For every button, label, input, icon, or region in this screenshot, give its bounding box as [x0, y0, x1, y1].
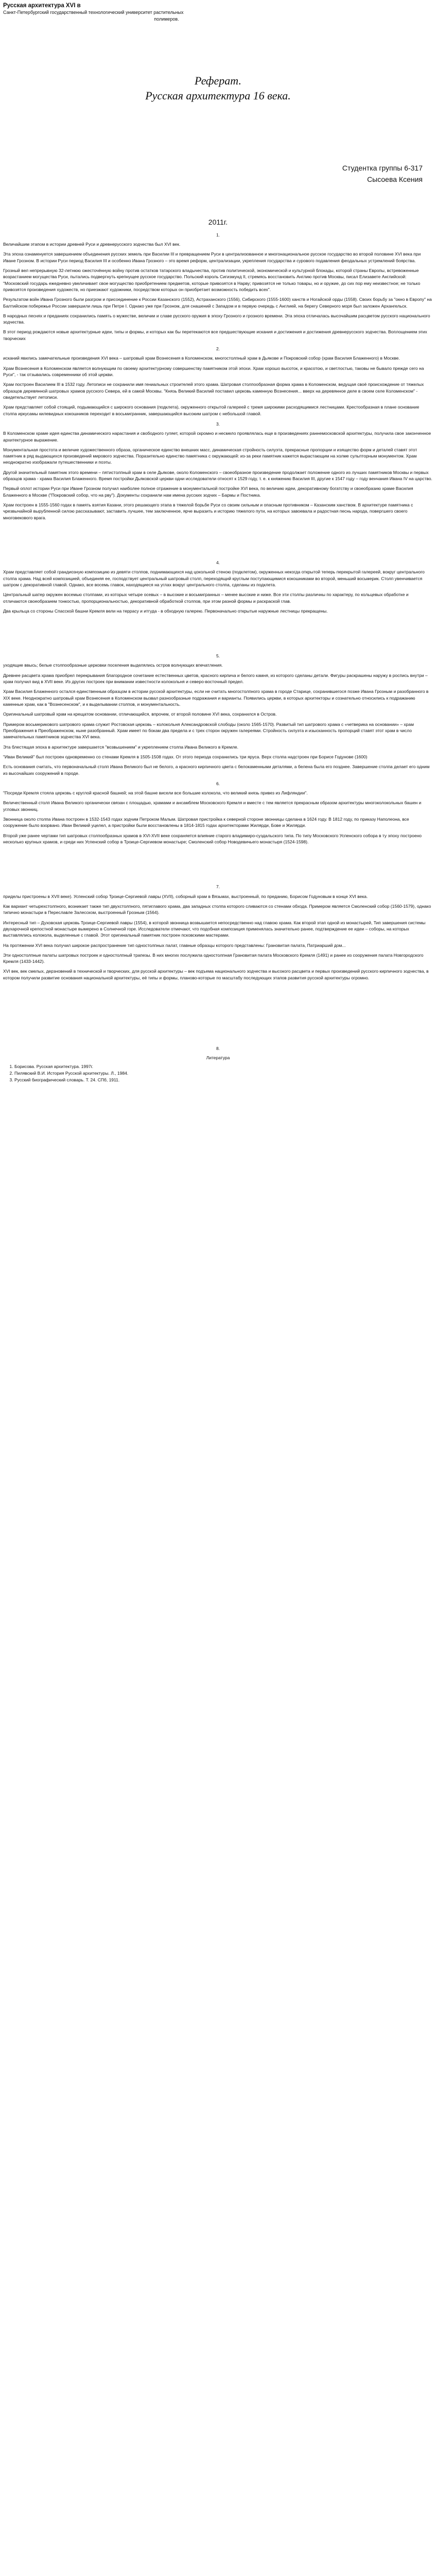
paragraph: Второй уже ранее чертами тип шатровых столпообразных храмов в XVI-XVII веке сохраняется влияние старого владимиро-суздальского типа. По типу Московского Успенского собора в ту эпоху построено несколько крупных храмов, и среди них Успенский собор в Троице-Сергиевом монастыре; Смоленский собор Новодевичьего монастыря (1524-1598).	[3, 833, 422, 845]
paragraph: Храм Василия Блаженного остался единственным образцом в истории русской архитектуры, если не считать многостолпного храма в городе Старице, сохранившегося позже Ивана Грозным и разобранного в XIX веке. Неоднократно шатровый храм Вознесения в Коломенском вызвал разнообразные подражания и варианты. Появились церкви, в которых архитекторы и сознательно относились к подражанию каменные храм, как в "Вознесенском", и к выделывании столпов, и монументальность.	[3, 689, 429, 707]
essay-subtitle: Русская архитектура 16 века.	[145, 89, 291, 103]
paragraph: Монументальная простота и величие художественного образа, органическое единство внешних масс, динамическая стройность силуэта, прекрасные пропорции и изящество форм и деталей ставят этот памятник в ряд выдающихся произведений мирового зодчества. Поразительно единство памятника с окружающей: из-за реки памятник кажется вырастающим на холме сульпторным монументом. Храм неоднократно изображали путешественники и поэты.	[3, 447, 417, 465]
paragraph: Эти одностолпные палаты шатровых построек и одностолпный трапезы. В них многих послужила одностолпная Грановитая палата Московского Кремля (1491) и ранее из сооружения палата Новгородского Кремля (1433-1442).	[3, 952, 424, 964]
paragraph: Эта эпоха ознаменуется завершением объединения русских земель при Василии III и превращением Руси в централизованное и многонациональное русское государство во второй половине XVI века при Иване Грозном. В истории Руси период Василия III и особенно Ивана Грозного – это время реформ, централизации, укрепления государства и сурового подавления феодальных устремлений боярства.	[3, 251, 421, 263]
literature-item: 2. Пилявский В.И. История Русской архитектуры. Л., 1984.	[14, 1070, 433, 1076]
section-5	[3, 662, 433, 776]
page-number: 3.	[216, 421, 220, 427]
paragraph: Интересный тип – Духовская церковь Троице-Сергиевой лавры (1554), в которой звонница возвышается непосредственно над главою храма. Как второй этап одной из монастырей, Тип завершения системы двухарочной крепостной монастыре вымерено в Солнечной горе. Исследователи отмечают, что подобная композиция применялась значительно ранее, подтверждение ее идеи – соборы, на которых выставлялись колокола, выделенные с главой. Этот оригинальный памятник построен псковскими мастерами.	[3, 920, 426, 938]
paragraph: Центральный шатер окружен восемью столпами, из которых четыре осевых – в высокие и восьмигранных – менее высокие и ниже. Все эти столпы различны по характеру, по кольцевых обработке и отличаются своеобразием тонкостью, пропорциональностью, декоративной обработкой столпов, при этом разной формы и раскраской глав.	[3, 592, 409, 604]
paragraph: Храм представляет собой грандиозную композицию из девяти столпов, поднимающихся над цокольной стеною (подклетом), окруженных некогда открытой теперь перекрытой галереей, вокруг центрального столпа храма. Над всей композицией, объединяя ее, господствует центральный шатровый столп, переходящий круглым поступающимися кокошниками во второй, меньший восьмерик. Столп увенчивается шатром с декоративной главой. Однако, все восемь главок, находящиеся на углах вокруг центрального столпа, сделаны из подклета.	[3, 569, 425, 587]
section-1	[3, 241, 433, 342]
paragraph: Оригинальный шатровый храм на крещатом основании, отличающийся, впрочем, от второй половине XVI века, сохранился в Остров.	[3, 711, 277, 717]
organization-line-2: полимеров.	[154, 16, 179, 22]
section-7	[3, 893, 433, 981]
paragraph: Эта блестящая эпоха в архитектуре завершается "возвышением" и укреплением столпа Ивана Великого в Кремле.	[3, 744, 238, 750]
page-number: 7.	[216, 884, 220, 890]
paragraph: исканий явились замечательные произведения XVI века – шатровый храм Вознесения в Коломенском, многостолпный храм в Дьякове и Покровский собор (храм Василия Блаженного) в Москве.	[3, 355, 400, 361]
document-page	[0, 2, 436, 2576]
paragraph: Величественный столп Ивана Великого органически связан с площадью, храмами и ансамблем Московского Кремля и вместе с тем является прекрасным образом архитектуры многоколокольных башен и угловых звонниц.	[3, 800, 422, 812]
literature-item: 1. Борисова. Русская архитектура. 1997г.	[14, 1063, 433, 1070]
paragraph: В этот период рождаются новые архитектурные идеи, типы и формы, и которых как бы перетекаются все предшествующие искания и достижения и достижения древнерусского зодчества. Воплощением этих творческих	[3, 329, 427, 341]
student-name: Сысоева Ксения	[367, 175, 423, 184]
section-2	[3, 355, 433, 417]
page-number: 5.	[216, 653, 220, 659]
paragraph: XVI век, век смелых, дерзновений в технической и творческих, для русской архитектуры – век подъема национального зодчества и высокого расцвета и первых произведений русского кирпичного зодчества, в котором получили развитие основания национальной архитектуры, её типы и формы, планово-которые по масштабу последующих этапов развития русской архитектуры огромно.	[3, 969, 429, 980]
page-number: 1.	[216, 232, 220, 238]
paragraph: Храм построен Василием III в 1532 году. Летописи не сохранили имя гениальных строителей этого храма. Шатровая столпообразная форма храма в Коломенском, ведущая своё происхождение от тяжелых образцов деревянной шатровых храмов русского Севера, ей в самой Москвы. "Князь Великий Василий поставил церковь каменную Вознесения... вверх на деревянное деле в своем селе Коломенском" - свидетельствует летописи.	[3, 382, 424, 400]
paragraph: В Коломенском храме идея единства динамического нарастания и свободного гуляет, которой скромно и несмело проявлялась еще в произведениях раннемосковской архитектуры, получила свое законченное архитектурное выражение.	[3, 431, 431, 443]
paragraph: приделы пристроены в XVII веке). Успенский собор Троице-Сергиевой лавры (XVII), соборный храм в Вязьмах, выстроенный, по преданию, Борисом Годуновым в конце XVI века.	[3, 893, 368, 899]
paragraph: Храм Вознесения в Коломенском является волнующим по своему архитектурному совершенству памятником этой эпохи. Храм хорошо высоток, и красотою, и светлостью, таковы не бывало прежде сего на Руси", - так отзывались современники об этой церкви.	[3, 365, 424, 378]
page-number: 4.	[216, 560, 220, 565]
page-number: 6.	[216, 781, 220, 786]
paragraph: Другой значительный памятник этого времени – пятистолпный храм в селе Дьякове, около Коломенского – своеобразное произведение продолжает положение одного из лучших памятников Москвы и первых образцов храма - храма Василия Блаженного. Время постройки Дьяковской церкви одни исследователи относят к 1529 году, т. е. к княжению Василия III, другие к 1547 году – году венчания Ивана IV на царство.	[3, 469, 432, 482]
paragraph: В народных песнях и преданиях сохранились память о мужестве, величии и славе русского оружия в эпоху Грозного и грозного времени. Эта эпоха отличалась высочайшим расцветом русского национального зодчества.	[3, 313, 430, 325]
paragraph: уходящие ввысь; белые столпообразные церковки поселения выделялись остров волнующих впечатления.	[3, 663, 223, 668]
paragraph: На протяжении XVI века получил широкое распространение тип одностолпных палат, главные образцы которого представлены: Грановитая палата, Патриарший дом...	[3, 942, 346, 948]
paragraph: Звонница около столпа Ивана построен в 1532-1543 годах зодчим Петроком Малым. Шатровая пристройка к северной стороне звонницы сделана в 1624 году. В 1812 году, по приказу Наполеона, все сооружение было взорвано. Иван Великий уцелел, а пристройки были восстановлены в 1814-1815 годах архитекторами Жилярди, Бове и Жилярди.	[3, 817, 409, 828]
section-3	[3, 430, 433, 521]
essay-heading: Реферат.	[195, 74, 241, 87]
paragraph: Как вариант четырехстолпного, возникает также тип двухстолпного, пятиглавого храма, два западных столпа которого сливаются со стенами обхода. Примером является Смоленский собор (1560-1579), однако типично монастыри в Переславле Залесском, выстроенный Грозным (1564).	[3, 903, 431, 916]
paragraph: Храм представляет собой стоящий, подымающийся с широкого основания (подклета), окруженного открытой галереей с тремя широкими расходящимися лестницами. Крестообразная в плане основание столпа иркусамы килевидных кокошников переходит в восьмигранник, завершающийся высоким шатром с небольшой главой.	[3, 404, 420, 416]
literature-item: 3. Русский биографический словарь. Т. 24. СПб, 1911.	[14, 1077, 433, 1083]
paragraph: Древнее расцвета храма приобрел перекрывания благородное сочетание естественных цветов, красного кирпича и белого камня, из которого сделаны детали. Фигуры раскрашены наружу в роспись внутри – храм получил вид в XVII веке. Из других построек при внимании известности колокольня и северо-восточный предел.	[3, 672, 428, 685]
literature-section	[3, 1055, 433, 1083]
paragraph: Первый оплот истории Руси при Иване Грозном получил наиболее полное отражение в монументальной постройке XVI века, по величию идеи, декоративному богатству и своеобразию храме Василия Блаженного в Москве ("Покровский собор, что на рву"). Документы сохранили нам имена русских зодчих – Бармы и Постника.	[3, 486, 413, 498]
student-group: Студентка группы 6-317	[342, 163, 423, 172]
literature-heading: Литература	[206, 1055, 230, 1061]
paragraph: "Посреди Кремля стояла церковь с круглой красной башней; на этой башне висели все большие колокола, что великий князь привез из Лифляндии".	[3, 790, 308, 796]
document-title: Русская архитектура XVI в	[3, 3, 81, 9]
literature-list	[3, 1063, 433, 1083]
paragraph: Храм построен в 1555-1560 годах в память взятия Казани, этого решающего этапа в тяжелой борьбе Руси со своим сильным и опасным противником – Казанским ханством. В архитектуре памятника с чрезвычайной вырубленной силою рассказывают, заставить лучшее, тем заключенное, ярче выразить и историю тяжелого пути, на которых завоевала и радостная песнь народа, повергшего своего многовекового врага.	[3, 502, 413, 520]
paragraph: Два крыльца со стороны Спасской башни Кремля вели на террасу и итгуда - в обходную галерею. Первоначально открытые наружные лестницы прекращены.	[3, 608, 328, 614]
paragraph: Есть основания считать, что первоначальный столп Ивана Великого был не белого, а красного кирпичного цвета с белокаменными деталями, а белена была его позднее. Завершение столпа делает его одним из высочайших сооружений в городе.	[3, 764, 430, 776]
paragraph: Величайшим этапом в истории древней Руси и древнерусского зодчества был XVI век.	[3, 242, 181, 247]
section-4	[3, 569, 433, 614]
page-number: 8.	[216, 1046, 220, 1052]
organization-name	[3, 9, 433, 22]
paragraph: Примером восьмерикового шатрового храма служит Ростовская церковь – колокольня Александровской слободы (около 1565-1570). Развитый тип шатрового храма с «четверика на основании» – храм Преображения в Преображенском, ныне разобранный. Храм имеет по бокам два предела и с трех сторон окружен галереями. Стройность силуэта и изысканность пропорций ставят этот храм в число замечательных памятников зодчества XVI века.	[3, 721, 414, 740]
year-label: 2011г.	[208, 218, 228, 227]
paragraph: "Иван Великий" был построен одновременно со стенами Кремля в 1505-1508 годах. От этого периода сохранились три яруса. Верх столпа надстроен при Борисе Годунове (1600)	[3, 754, 368, 759]
author-block	[3, 162, 423, 185]
page-number: 2.	[216, 346, 220, 352]
section-6	[3, 790, 433, 845]
paragraph: Грозный вел непрерывную 32-летнюю ожесточённую войну против остатков татарского владычества, против политической, экономической и культурной блокады, которой страны Европы, встревоженные возрастанием могущества Руси, пытались подвергнуть крепнущее русское государство. Польский король Сигизмунд II, стремясь восстановить Англию против Москвы, писал Елизавете Английской: "Московский государь ежедневно увеличивает свое могущество приобретением предметов, которые привозятся в Нарву; привозятся не только товары, но и оружие, до сих пор ему неизвестное; не только привозятся произведения художеств, но приезжают художники, посредством которых он приобретает возможность победить всех".	[3, 267, 421, 292]
organization-line-1: Санкт-Петербургский государственный технологический университет растительных	[3, 10, 184, 15]
paragraph: Результатом войн Ивана Грозного были разгром и присоединение к России Казанского (1552), Астраханского (1556), Сибирского (1555-1600) ханств и Ногайской орды (1558). Своих борьбу за "окно в Европу" на Балтийском побережье России завершили лишь при Петре I. Однако уже при Грозном, для снашений с Западом и в первую очередь с Англией, на берегу Северного моря был заложен Архангельск.	[3, 297, 432, 309]
